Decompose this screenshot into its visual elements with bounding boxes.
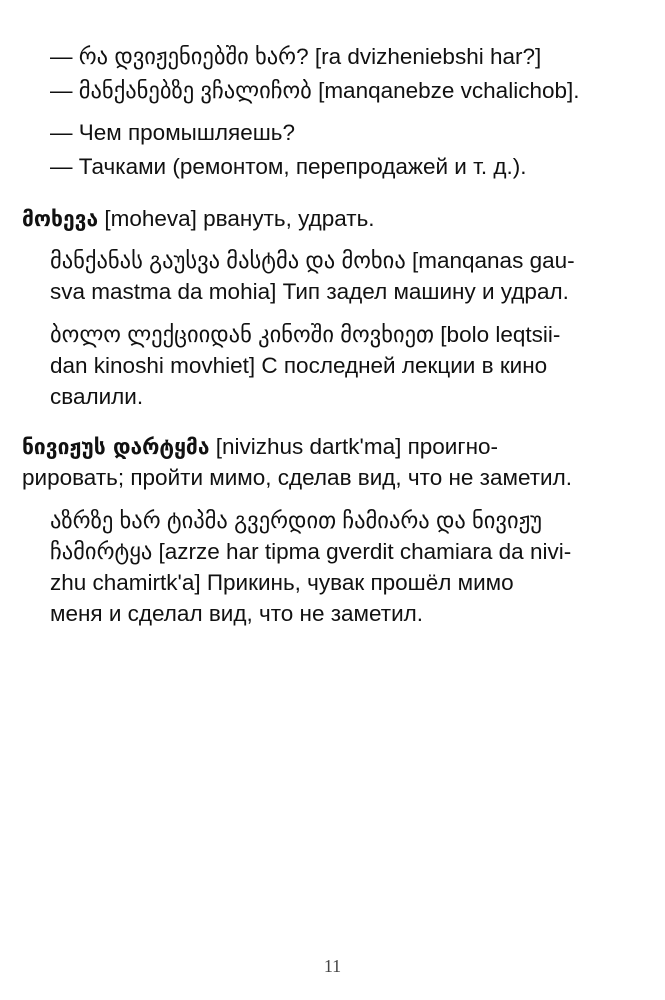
headword: მოხევა (22, 207, 99, 231)
text-line: dan kinoshi movhiet] С последней лекции в кино (50, 353, 548, 378)
page-number: 11 (323, 956, 342, 976)
text-line: — Чем промышляешь? (50, 120, 295, 145)
text-line: меня и сделал вид, что не заметил. (50, 601, 424, 626)
text-line: ბოლო ლექციიდან კინოში მოვხიეთ [bolo leqtsii- (50, 322, 561, 347)
entry-headline (22, 432, 498, 462)
entry-headline (22, 204, 375, 234)
text-line: свалили. (50, 384, 144, 409)
text-line: — მანქანებზე ვჩალიჩობ [manqanebze vchalichob]. (50, 78, 580, 103)
text-line: — Тачками (ремонтом, перепродажей и т. д.). (50, 154, 527, 179)
headword-definition: [nivizhus dartk'ma] проигно- (209, 434, 499, 459)
text-line: ჩამირტყა [azrze har tipma gverdit chamiara da nivi- (50, 539, 572, 564)
headword-definition: [moheva] рвануть, удрать. (98, 206, 375, 231)
text-line: მანქანას გაუსვა მასტმა და მოხია [manqanas gau- (50, 248, 575, 273)
text-line: рировать; пройти мимо, сделав вид, что не заметил. (22, 465, 572, 490)
headword: ნივიჟუს დარტყმა (22, 435, 210, 459)
text-line: — რა დვიჟენიებში ხარ? [ra dvizheniebshi har?] (50, 44, 542, 69)
text-line: sva mastma da mohia] Тип задел машину и удрал. (50, 279, 569, 304)
text-line: აზრზე ხარ ტიპმა გვერდით ჩამიარა და ნივიჟუ (50, 508, 543, 533)
text-line: zhu chamirtk'a] Прикинь, чувак прошёл мимо (50, 570, 514, 595)
